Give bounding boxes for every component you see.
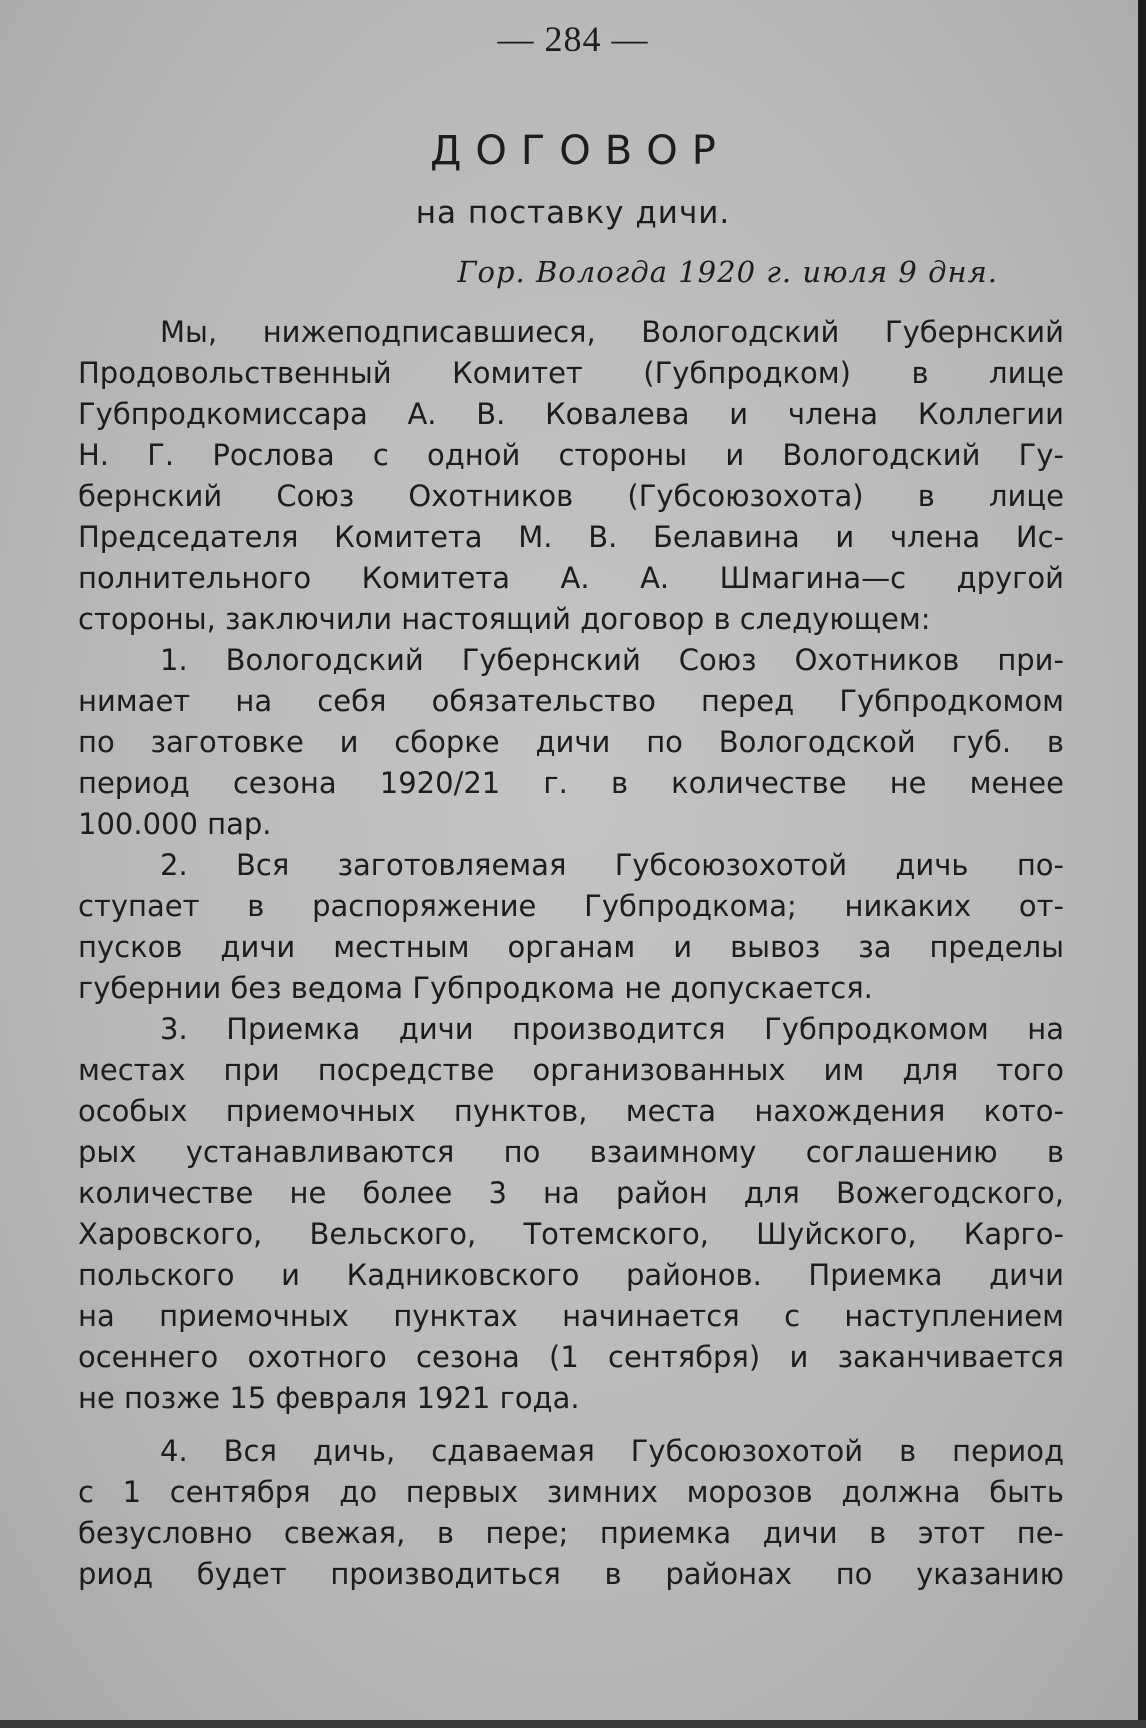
text-line: губернии без ведома Губпродкома не допускается.: [78, 971, 873, 1005]
scan-edge-bottom: [0, 1720, 1146, 1728]
text-line: бернский Союз Охотников (Губсоюзохота) в лице: [78, 479, 1064, 513]
clause-2-paragraph: [78, 845, 1064, 1009]
text-line: стороны, заключили настоящий договор в следующем:: [78, 602, 931, 636]
text-line: Мы, нижеподписавшиеся, Вологодский Губернский: [160, 315, 1064, 349]
text-line: период сезона 1920/21 г. в количестве не менее: [78, 766, 1064, 800]
text-line: местах при посредстве организованных им для того: [78, 1053, 1064, 1087]
text-line: особых приемочных пунктов, места нахождения кото-: [78, 1094, 1064, 1128]
text-line: нимает на себя обязательство перед Губпродкомом: [78, 684, 1064, 718]
text-line: 1. Вологодский Губернский Союз Охотников при-: [160, 643, 1064, 677]
document-subtitle: на поставку дичи.: [415, 195, 731, 231]
preamble-paragraph: [78, 312, 1064, 640]
text-line: 4. Вся дичь, сдаваемая Губсоюзохотой в период: [160, 1434, 1064, 1468]
text-line: не позже 15 февраля 1921 года.: [78, 1381, 580, 1415]
text-line: количестве не более 3 на район для Вожегодского,: [78, 1176, 1064, 1210]
text-line: по заготовке и сборке дичи по Вологодской губ. в: [78, 725, 1064, 759]
text-line: Председателя Комитета М. В. Белавина и члена Ис-: [78, 520, 1064, 554]
text-line: с 1 сентября до первых зимних морозов должна быть: [78, 1475, 1064, 1509]
text-line: на приемочных пунктах начинается с наступлением: [78, 1299, 1064, 1333]
text-line: Н. Г. Рослова с одной стороны и Вологодский Гу-: [78, 438, 1064, 472]
text-line: безусловно свежая, в пере; приемка дичи в этот пе-: [78, 1516, 1064, 1550]
text-line: ступает в распоряжение Губпродкома; никаких от-: [78, 889, 1064, 923]
text-line: осеннего охотного сезона (1 сентября) и заканчивается: [78, 1340, 1064, 1374]
text-line: Губпродкомиссара А. В. Ковалева и члена Коллегии: [78, 397, 1064, 431]
text-line: 100.000 пар.: [78, 807, 272, 841]
text-line: полнительного Комитета А. А. Шмагина—с другой: [78, 561, 1064, 595]
text-line: 3. Приемка дичи производится Губпродкомом на: [160, 1012, 1064, 1046]
contract-body: [78, 312, 1064, 1595]
clause-3-paragraph: [78, 1009, 1064, 1419]
clause-4-paragraph: [78, 1431, 1064, 1595]
document-title: ДОГОВОР: [430, 128, 730, 174]
scan-edge-right: [1138, 0, 1146, 1728]
text-line: Продовольственный Комитет (Губпродком) в лице: [78, 356, 1064, 390]
text-line: Харовского, Вельского, Тотемского, Шуйского, Карго-: [78, 1217, 1064, 1251]
page-number: — 284 —: [497, 19, 649, 59]
text-line: риод будет производиться в районах по указанию: [78, 1557, 1064, 1591]
clause-1-paragraph: [78, 640, 1064, 845]
text-line: рых устанавливаются по взаимному соглашению в: [78, 1135, 1064, 1169]
text-line: 2. Вся заготовляемая Губсоюзохотой дичь по-: [160, 848, 1064, 882]
text-line: польского и Кадниковского районов. Приемка дичи: [78, 1258, 1064, 1292]
text-line: пусков дичи местным органам и вывоз за пределы: [78, 930, 1064, 964]
place-and-date: Гор. Вологда 1920 г. июля 9 дня.: [457, 255, 998, 289]
